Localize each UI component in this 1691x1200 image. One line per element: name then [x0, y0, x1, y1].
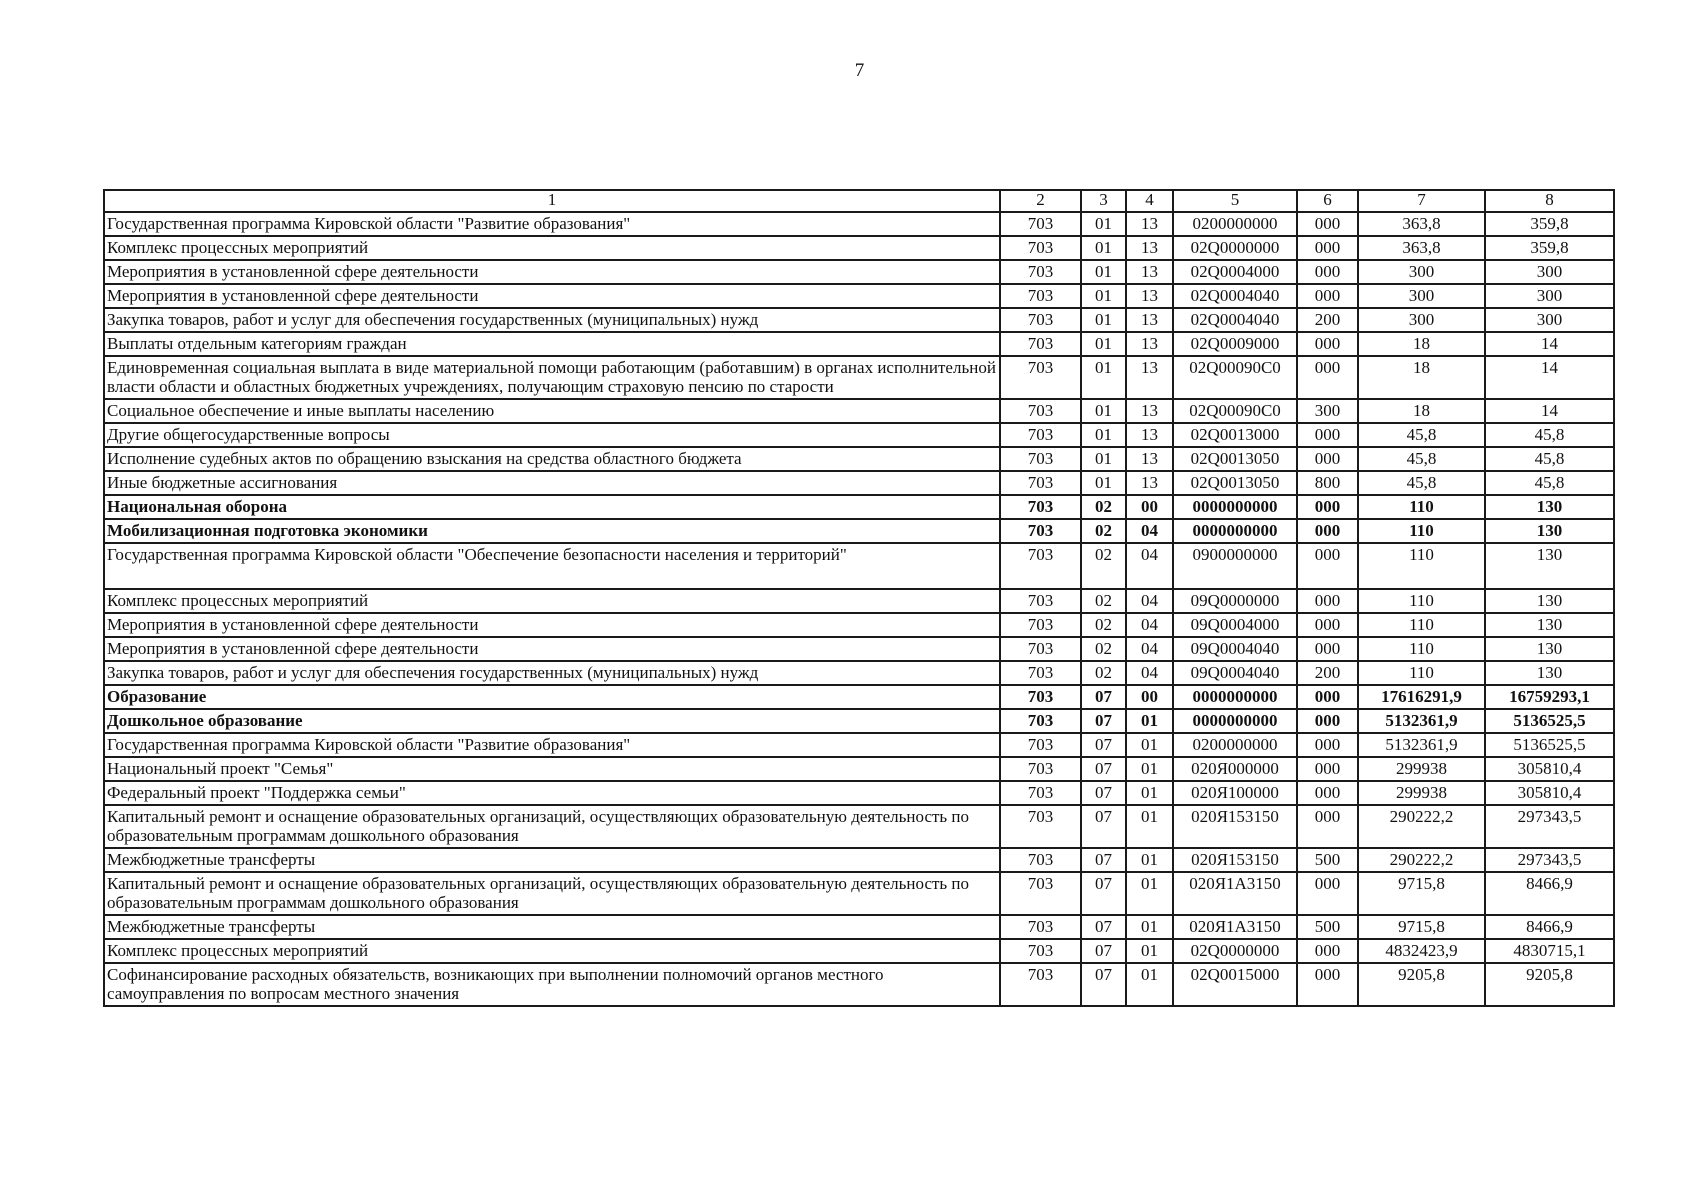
table-row [104, 757, 1614, 781]
subsection-cell: 01 [1126, 805, 1173, 848]
code-admin-cell: 703 [1000, 212, 1081, 236]
amount-year2-cell: 305810,4 [1485, 757, 1614, 781]
row-name-cell: Закупка товаров, работ и услуг для обеспечения государственных (муниципальных) нужд [104, 661, 1000, 685]
code-admin-cell: 703 [1000, 543, 1081, 589]
expense-type-cell: 000 [1297, 519, 1358, 543]
section-cell: 07 [1081, 872, 1126, 915]
row-name-cell: Государственная программа Кировской области "Развитие образования" [104, 212, 1000, 236]
amount-year1-cell: 9715,8 [1358, 915, 1485, 939]
section-cell: 07 [1081, 963, 1126, 1006]
subsection-cell: 00 [1126, 495, 1173, 519]
target-article-cell: 02Q0000000 [1173, 939, 1297, 963]
target-article-cell: 02Q0013000 [1173, 423, 1297, 447]
expense-type-cell: 200 [1297, 308, 1358, 332]
table-row [104, 399, 1614, 423]
section-cell: 02 [1081, 519, 1126, 543]
section-cell: 07 [1081, 757, 1126, 781]
amount-year2-cell: 45,8 [1485, 471, 1614, 495]
amount-year1-cell: 363,8 [1358, 236, 1485, 260]
row-name-cell: Мероприятия в установленной сфере деятельности [104, 260, 1000, 284]
amount-year1-cell: 18 [1358, 399, 1485, 423]
target-article-cell: 02Q0009000 [1173, 332, 1297, 356]
target-article-cell: 020Я153150 [1173, 848, 1297, 872]
table-row [104, 308, 1614, 332]
row-name-cell: Исполнение судебных актов по обращению взыскания на средства областного бюджета [104, 447, 1000, 471]
subsection-cell: 04 [1126, 661, 1173, 685]
header-cell: 5 [1173, 190, 1297, 212]
target-article-cell: 020Я000000 [1173, 757, 1297, 781]
target-article-cell: 09Q0004000 [1173, 613, 1297, 637]
row-name-cell: Дошкольное образование [104, 709, 1000, 733]
amount-year2-cell: 14 [1485, 399, 1614, 423]
expense-type-cell: 000 [1297, 805, 1358, 848]
section-cell: 02 [1081, 589, 1126, 613]
code-admin-cell: 703 [1000, 284, 1081, 308]
expense-type-cell: 000 [1297, 733, 1358, 757]
code-admin-cell: 703 [1000, 733, 1081, 757]
target-article-cell: 020Я1А3150 [1173, 915, 1297, 939]
row-name-cell: Мероприятия в установленной сфере деятельности [104, 613, 1000, 637]
table-row [104, 519, 1614, 543]
section-cell: 07 [1081, 685, 1126, 709]
row-name-cell: Единовременная социальная выплата в виде материальной помощи работающим (работавшим) в органах исполнительной власти области и областных бюджетных учреждениях, получающим страховую пенсию по старости [104, 356, 1000, 399]
amount-year2-cell: 45,8 [1485, 447, 1614, 471]
table-row [104, 733, 1614, 757]
expense-type-cell: 000 [1297, 332, 1358, 356]
table-row [104, 236, 1614, 260]
subsection-cell: 13 [1126, 236, 1173, 260]
section-cell: 01 [1081, 260, 1126, 284]
expense-type-cell: 000 [1297, 423, 1358, 447]
code-admin-cell: 703 [1000, 495, 1081, 519]
subsection-cell: 13 [1126, 260, 1173, 284]
amount-year1-cell: 110 [1358, 495, 1485, 519]
target-article-cell: 02Q0000000 [1173, 236, 1297, 260]
expense-type-cell: 000 [1297, 685, 1358, 709]
table-row [104, 356, 1614, 399]
table-header [104, 190, 1614, 212]
code-admin-cell: 703 [1000, 872, 1081, 915]
amount-year1-cell: 5132361,9 [1358, 733, 1485, 757]
row-name-cell: Национальная оборона [104, 495, 1000, 519]
target-article-cell: 02Q0013050 [1173, 471, 1297, 495]
amount-year1-cell: 110 [1358, 613, 1485, 637]
amount-year1-cell: 45,8 [1358, 471, 1485, 495]
amount-year2-cell: 130 [1485, 661, 1614, 685]
code-admin-cell: 703 [1000, 685, 1081, 709]
table-row [104, 284, 1614, 308]
target-article-cell: 02Q0013050 [1173, 447, 1297, 471]
expense-type-cell: 000 [1297, 589, 1358, 613]
expense-type-cell: 000 [1297, 709, 1358, 733]
row-name-cell: Иные бюджетные ассигнования [104, 471, 1000, 495]
code-admin-cell: 703 [1000, 308, 1081, 332]
table-row [104, 613, 1614, 637]
subsection-cell: 04 [1126, 519, 1173, 543]
code-admin-cell: 703 [1000, 260, 1081, 284]
subsection-cell: 13 [1126, 423, 1173, 447]
amount-year1-cell: 5132361,9 [1358, 709, 1485, 733]
row-name-cell: Софинансирование расходных обязательств, возникающих при выполнении полномочий органов местного самоуправления по вопросам местного значения [104, 963, 1000, 1006]
table-row [104, 471, 1614, 495]
section-cell: 07 [1081, 709, 1126, 733]
amount-year1-cell: 17616291,9 [1358, 685, 1485, 709]
amount-year1-cell: 45,8 [1358, 423, 1485, 447]
section-cell: 07 [1081, 805, 1126, 848]
row-name-cell: Федеральный проект "Поддержка семьи" [104, 781, 1000, 805]
section-cell: 02 [1081, 495, 1126, 519]
amount-year1-cell: 4832423,9 [1358, 939, 1485, 963]
amount-year2-cell: 8466,9 [1485, 915, 1614, 939]
row-name-cell: Образование [104, 685, 1000, 709]
amount-year1-cell: 18 [1358, 332, 1485, 356]
section-cell: 01 [1081, 447, 1126, 471]
row-name-cell: Другие общегосударственные вопросы [104, 423, 1000, 447]
subsection-cell: 04 [1126, 589, 1173, 613]
table-row [104, 332, 1614, 356]
section-cell: 01 [1081, 212, 1126, 236]
target-article-cell: 0200000000 [1173, 212, 1297, 236]
header-row [104, 190, 1614, 212]
amount-year2-cell: 297343,5 [1485, 805, 1614, 848]
row-name-cell: Мероприятия в установленной сфере деятельности [104, 284, 1000, 308]
expense-type-cell: 800 [1297, 471, 1358, 495]
row-name-cell: Закупка товаров, работ и услуг для обеспечения государственных (муниципальных) нужд [104, 308, 1000, 332]
row-name-cell: Комплекс процессных мероприятий [104, 236, 1000, 260]
amount-year2-cell: 130 [1485, 589, 1614, 613]
amount-year1-cell: 110 [1358, 661, 1485, 685]
amount-year1-cell: 45,8 [1358, 447, 1485, 471]
code-admin-cell: 703 [1000, 236, 1081, 260]
expense-type-cell: 000 [1297, 447, 1358, 471]
code-admin-cell: 703 [1000, 613, 1081, 637]
amount-year2-cell: 16759293,1 [1485, 685, 1614, 709]
expense-type-cell: 500 [1297, 848, 1358, 872]
header-cell: 6 [1297, 190, 1358, 212]
amount-year1-cell: 110 [1358, 543, 1485, 589]
expense-type-cell: 000 [1297, 284, 1358, 308]
amount-year1-cell: 290222,2 [1358, 805, 1485, 848]
target-article-cell: 0900000000 [1173, 543, 1297, 589]
header-cell: 2 [1000, 190, 1081, 212]
amount-year2-cell: 9205,8 [1485, 963, 1614, 1006]
budget-table [103, 189, 1615, 1007]
section-cell: 02 [1081, 637, 1126, 661]
subsection-cell: 01 [1126, 915, 1173, 939]
amount-year2-cell: 45,8 [1485, 423, 1614, 447]
row-name-cell: Национальный проект "Семья" [104, 757, 1000, 781]
section-cell: 01 [1081, 471, 1126, 495]
code-admin-cell: 703 [1000, 637, 1081, 661]
table-row [104, 685, 1614, 709]
amount-year2-cell: 130 [1485, 613, 1614, 637]
subsection-cell: 13 [1126, 399, 1173, 423]
row-name-cell: Социальное обеспечение и иные выплаты населению [104, 399, 1000, 423]
row-name-cell: Государственная программа Кировской области "Развитие образования" [104, 733, 1000, 757]
code-admin-cell: 703 [1000, 939, 1081, 963]
code-admin-cell: 703 [1000, 915, 1081, 939]
target-article-cell: 02Q0004000 [1173, 260, 1297, 284]
code-admin-cell: 703 [1000, 661, 1081, 685]
subsection-cell: 01 [1126, 709, 1173, 733]
subsection-cell: 13 [1126, 284, 1173, 308]
target-article-cell: 020Я153150 [1173, 805, 1297, 848]
amount-year2-cell: 5136525,5 [1485, 709, 1614, 733]
code-admin-cell: 703 [1000, 332, 1081, 356]
expense-type-cell: 000 [1297, 356, 1358, 399]
target-article-cell: 02Q0015000 [1173, 963, 1297, 1006]
header-cell: 4 [1126, 190, 1173, 212]
section-cell: 02 [1081, 613, 1126, 637]
amount-year2-cell: 130 [1485, 543, 1614, 589]
table-row [104, 589, 1614, 613]
subsection-cell: 01 [1126, 848, 1173, 872]
amount-year1-cell: 9715,8 [1358, 872, 1485, 915]
subsection-cell: 00 [1126, 685, 1173, 709]
section-cell: 01 [1081, 236, 1126, 260]
amount-year1-cell: 110 [1358, 589, 1485, 613]
amount-year1-cell: 363,8 [1358, 212, 1485, 236]
section-cell: 01 [1081, 356, 1126, 399]
row-name-cell: Комплекс процессных мероприятий [104, 589, 1000, 613]
table-row [104, 423, 1614, 447]
subsection-cell: 13 [1126, 447, 1173, 471]
expense-type-cell: 000 [1297, 872, 1358, 915]
target-article-cell: 020Я1А3150 [1173, 872, 1297, 915]
target-article-cell: 02Q0004040 [1173, 284, 1297, 308]
code-admin-cell: 703 [1000, 963, 1081, 1006]
code-admin-cell: 703 [1000, 399, 1081, 423]
table-row [104, 805, 1614, 848]
subsection-cell: 04 [1126, 543, 1173, 589]
amount-year2-cell: 359,8 [1485, 212, 1614, 236]
amount-year2-cell: 5136525,5 [1485, 733, 1614, 757]
subsection-cell: 01 [1126, 939, 1173, 963]
target-article-cell: 09Q0004040 [1173, 661, 1297, 685]
row-name-cell: Выплаты отдельным категориям граждан [104, 332, 1000, 356]
target-article-cell: 0000000000 [1173, 709, 1297, 733]
amount-year1-cell: 300 [1358, 260, 1485, 284]
section-cell: 01 [1081, 308, 1126, 332]
expense-type-cell: 000 [1297, 495, 1358, 519]
page-number: 7 [854, 60, 865, 81]
amount-year1-cell: 300 [1358, 284, 1485, 308]
expense-type-cell: 200 [1297, 661, 1358, 685]
row-name-cell: Межбюджетные трансферты [104, 848, 1000, 872]
code-admin-cell: 703 [1000, 423, 1081, 447]
table-row [104, 260, 1614, 284]
table-row [104, 872, 1614, 915]
subsection-cell: 13 [1126, 212, 1173, 236]
row-name-cell: Комплекс процессных мероприятий [104, 939, 1000, 963]
amount-year2-cell: 14 [1485, 356, 1614, 399]
amount-year2-cell: 14 [1485, 332, 1614, 356]
target-article-cell: 0000000000 [1173, 519, 1297, 543]
row-name-cell: Мероприятия в установленной сфере деятельности [104, 637, 1000, 661]
code-admin-cell: 703 [1000, 447, 1081, 471]
row-name-cell: Межбюджетные трансферты [104, 915, 1000, 939]
amount-year2-cell: 130 [1485, 495, 1614, 519]
table-row [104, 848, 1614, 872]
code-admin-cell: 703 [1000, 471, 1081, 495]
code-admin-cell: 703 [1000, 781, 1081, 805]
section-cell: 02 [1081, 543, 1126, 589]
code-admin-cell: 703 [1000, 589, 1081, 613]
table-row [104, 212, 1614, 236]
expense-type-cell: 500 [1297, 915, 1358, 939]
header-cell: 8 [1485, 190, 1614, 212]
amount-year1-cell: 300 [1358, 308, 1485, 332]
subsection-cell: 13 [1126, 308, 1173, 332]
table-body [104, 212, 1614, 1006]
amount-year2-cell: 8466,9 [1485, 872, 1614, 915]
target-article-cell: 0000000000 [1173, 685, 1297, 709]
target-article-cell: 09Q0004040 [1173, 637, 1297, 661]
table-row [104, 939, 1614, 963]
subsection-cell: 04 [1126, 637, 1173, 661]
table-row [104, 781, 1614, 805]
expense-type-cell: 000 [1297, 260, 1358, 284]
subsection-cell: 13 [1126, 471, 1173, 495]
amount-year1-cell: 110 [1358, 519, 1485, 543]
amount-year1-cell: 18 [1358, 356, 1485, 399]
expense-type-cell: 000 [1297, 543, 1358, 589]
section-cell: 01 [1081, 332, 1126, 356]
subsection-cell: 04 [1126, 613, 1173, 637]
amount-year2-cell: 300 [1485, 308, 1614, 332]
subsection-cell: 01 [1126, 781, 1173, 805]
target-article-cell: 02Q00090C0 [1173, 399, 1297, 423]
section-cell: 02 [1081, 661, 1126, 685]
amount-year2-cell: 300 [1485, 260, 1614, 284]
table-row [104, 447, 1614, 471]
header-cell: 3 [1081, 190, 1126, 212]
row-name-cell: Капитальный ремонт и оснащение образовательных организаций, осуществляющих образовательную деятельность по образовательным программам дошкольного образования [104, 805, 1000, 848]
section-cell: 01 [1081, 284, 1126, 308]
amount-year1-cell: 9205,8 [1358, 963, 1485, 1006]
row-name-cell: Капитальный ремонт и оснащение образовательных организаций, осуществляющих образовательную деятельность по образовательным программам дошкольного образования [104, 872, 1000, 915]
code-admin-cell: 703 [1000, 519, 1081, 543]
table-row [104, 661, 1614, 685]
target-article-cell: 0200000000 [1173, 733, 1297, 757]
section-cell: 01 [1081, 399, 1126, 423]
expense-type-cell: 300 [1297, 399, 1358, 423]
code-admin-cell: 703 [1000, 356, 1081, 399]
subsection-cell: 13 [1126, 332, 1173, 356]
target-article-cell: 09Q0000000 [1173, 589, 1297, 613]
amount-year2-cell: 300 [1485, 284, 1614, 308]
code-admin-cell: 703 [1000, 709, 1081, 733]
subsection-cell: 01 [1126, 963, 1173, 1006]
table-row [104, 709, 1614, 733]
header-cell: 1 [104, 190, 1000, 212]
amount-year1-cell: 299938 [1358, 781, 1485, 805]
amount-year2-cell: 130 [1485, 637, 1614, 661]
table-row [104, 915, 1614, 939]
section-cell: 07 [1081, 939, 1126, 963]
target-article-cell: 02Q0004040 [1173, 308, 1297, 332]
amount-year2-cell: 297343,5 [1485, 848, 1614, 872]
code-admin-cell: 703 [1000, 848, 1081, 872]
amount-year2-cell: 4830715,1 [1485, 939, 1614, 963]
amount-year1-cell: 110 [1358, 637, 1485, 661]
table-row [104, 543, 1614, 589]
expense-type-cell: 000 [1297, 757, 1358, 781]
target-article-cell: 020Я100000 [1173, 781, 1297, 805]
expense-type-cell: 000 [1297, 212, 1358, 236]
amount-year1-cell: 299938 [1358, 757, 1485, 781]
table-row [104, 495, 1614, 519]
subsection-cell: 01 [1126, 872, 1173, 915]
expense-type-cell: 000 [1297, 637, 1358, 661]
code-admin-cell: 703 [1000, 757, 1081, 781]
subsection-cell: 13 [1126, 356, 1173, 399]
expense-type-cell: 000 [1297, 939, 1358, 963]
section-cell: 07 [1081, 733, 1126, 757]
amount-year2-cell: 305810,4 [1485, 781, 1614, 805]
amount-year1-cell: 290222,2 [1358, 848, 1485, 872]
target-article-cell: 0000000000 [1173, 495, 1297, 519]
target-article-cell: 02Q00090C0 [1173, 356, 1297, 399]
section-cell: 07 [1081, 848, 1126, 872]
expense-type-cell: 000 [1297, 781, 1358, 805]
table-row [104, 963, 1614, 1006]
row-name-cell: Государственная программа Кировской области "Обеспечение безопасности населения и территорий" [104, 543, 1000, 589]
header-cell: 7 [1358, 190, 1485, 212]
expense-type-cell: 000 [1297, 613, 1358, 637]
subsection-cell: 01 [1126, 757, 1173, 781]
section-cell: 07 [1081, 915, 1126, 939]
table-row [104, 637, 1614, 661]
row-name-cell: Мобилизационная подготовка экономики [104, 519, 1000, 543]
section-cell: 01 [1081, 423, 1126, 447]
amount-year2-cell: 130 [1485, 519, 1614, 543]
code-admin-cell: 703 [1000, 805, 1081, 848]
expense-type-cell: 000 [1297, 963, 1358, 1006]
expense-type-cell: 000 [1297, 236, 1358, 260]
section-cell: 07 [1081, 781, 1126, 805]
subsection-cell: 01 [1126, 733, 1173, 757]
amount-year2-cell: 359,8 [1485, 236, 1614, 260]
